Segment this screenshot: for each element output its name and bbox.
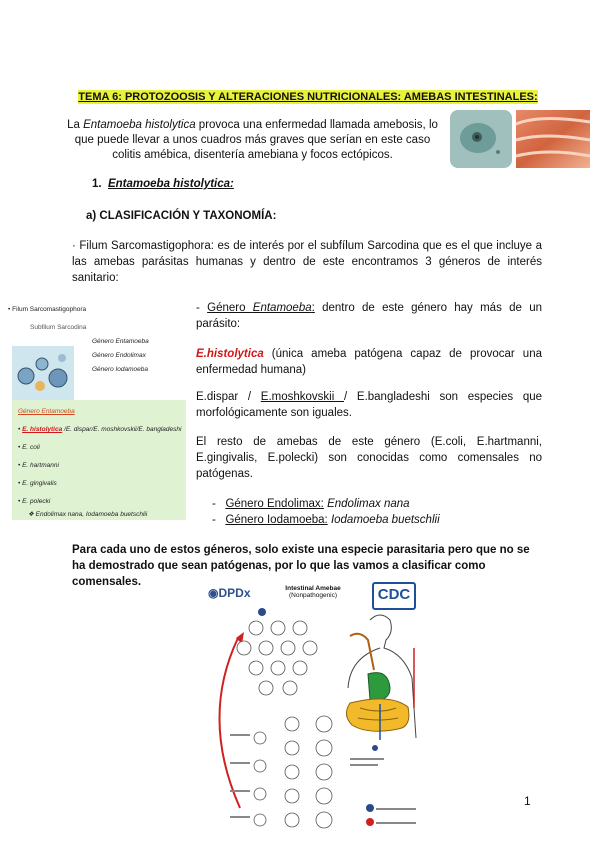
dpdx-logo: ◉DPDx	[208, 586, 251, 600]
slide-genus-2: Género Endolimax	[92, 352, 146, 359]
section-heading-1a: a) CLASIFICACIÓN Y TAXONOMÍA:	[86, 210, 277, 222]
intro-paragraph: La Entamoeba histolytica provoca una enfermedad llamada amebosis, lo que puede llevar a unos cuadros más graves que serían en este caso colitis amébica, disentería amebiana y focos ectópicos.	[67, 119, 438, 161]
slide-genus-1: Género Entamoeba	[92, 338, 149, 345]
histolytica-paragraph: E.histolytica (única ameba patógena capaz de provocar una enfermedad humana)	[196, 348, 542, 376]
slide-genus-3: Género Iodamoeba	[92, 366, 149, 373]
slide-green-box	[12, 400, 186, 520]
life-cycle-diagram	[200, 608, 430, 833]
cdc-logo: CDC	[372, 582, 416, 610]
genero-endolimax: - Género Endolimax: Endolimax nana	[212, 498, 410, 510]
page-number: 1	[524, 794, 531, 808]
page-title: TEMA 6: PROTOZOOSIS Y ALTERACIONES NUTRICIONALES: AMEBAS INTESTINALES:	[78, 91, 538, 103]
filum-paragraph: · Filum Sarcomastigophora: es de interés por el subfílum Sarcodina que es el que incluye a las amebas parásitas humanas y dentro de este encontramos 3 géneros de interés sanitario:	[72, 240, 542, 284]
final-paragraph: Para cada uno de estos géneros, solo existe una especie parasitaria pero que no se ha demostrado que sean patógenas, por lo que las vamos a clasificar como comensales.	[72, 544, 530, 588]
classification-slide	[6, 300, 182, 522]
slide-bullet: • Filum Sarcomastigophora	[8, 306, 87, 313]
slide-footer: ❖ Endolimax nana, Iodamoeba buetschlii	[28, 511, 148, 518]
diagram-title: Intestinal Amebae (Nonpathogenic)	[285, 585, 341, 599]
green-item-2: • E. coli	[18, 444, 40, 451]
genero-entamoeba-paragraph: - Género Entamoeba: dentro de este género hay más de un parásito:	[196, 302, 542, 330]
slide-subfilum: Subfilum Sarcodina	[30, 324, 87, 331]
resto-paragraph: El resto de amebas de este género (E.coli, E.hartmanni, E.gingivalis, E.polecki) son conocidas como comensales no patógenas.	[196, 436, 542, 480]
genero-iodamoeba: - Género Iodamoeba: Iodamoeba buetschlii	[212, 514, 440, 526]
green-item-5: • E. polecki	[18, 498, 51, 505]
microscopy-image	[450, 110, 590, 168]
green-title: Género Entamoeba	[18, 408, 75, 415]
slide-micro-image	[12, 346, 74, 400]
green-item-1: • E. histolytica /E. dispar/E. moshkovskii/E. bangladeshi	[18, 426, 182, 433]
section-heading-1: 1. Entamoeba histolytica:	[92, 178, 234, 190]
green-item-4: • E. gingivalis	[18, 480, 57, 487]
green-item-3: • E. hartmanni	[18, 462, 59, 469]
dispar-paragraph: E.dispar / E.moshkovskii / E.bangladeshi son especies que morfológicamente son iguales.	[196, 391, 543, 419]
